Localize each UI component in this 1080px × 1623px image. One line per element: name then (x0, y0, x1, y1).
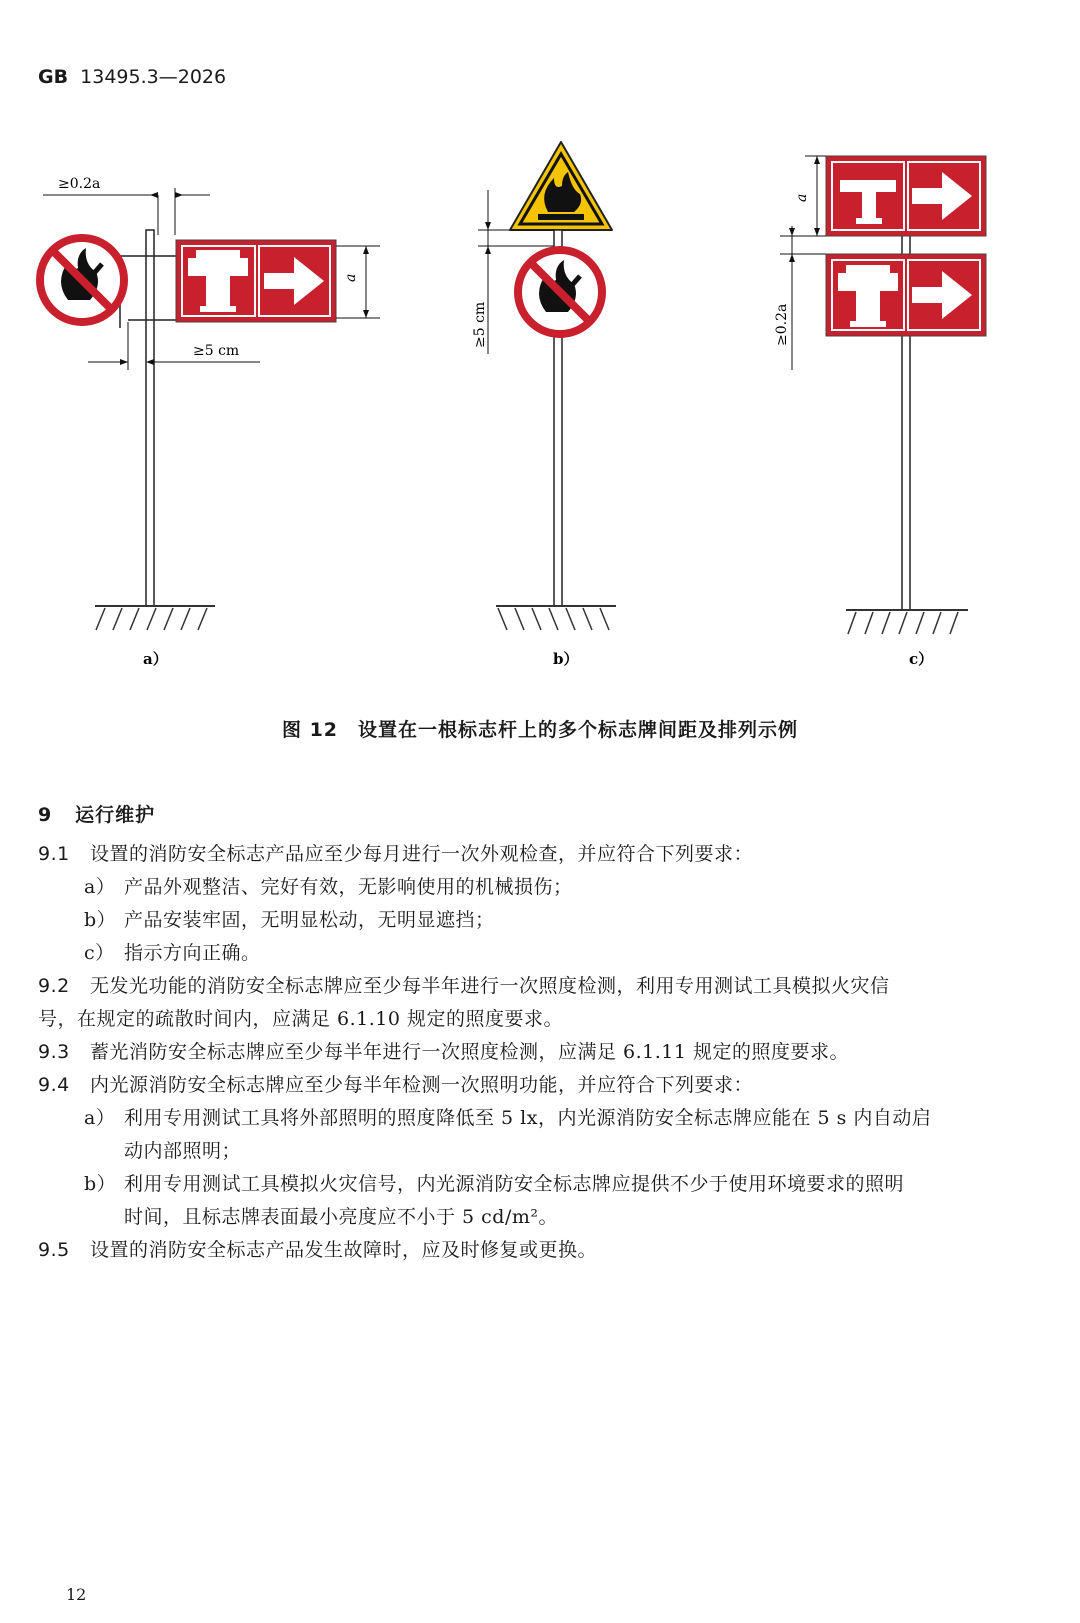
no-fire-sign-icon (518, 250, 602, 334)
clause-9-3: 9.3 蓄光消防安全标志牌应至少每半年进行一次照度检测，应满足 6.1.11 规定的照度要求。 (38, 1041, 850, 1063)
dim-b-gap: ≥5 cm (472, 301, 488, 348)
section-number: 9 (38, 804, 53, 826)
list-item: c） 指示方向正确。 (84, 942, 261, 964)
dim-c-height: a (794, 193, 810, 202)
dim-a-offset: ≥5 cm (193, 343, 240, 359)
figure-b (472, 142, 616, 668)
clause-9-2: 9.2 无发光功能的消防安全标志牌应至少每半年进行一次照度检测，利用专用测试工具模拟火灾信 (38, 975, 890, 997)
figure-12 (0, 130, 1080, 690)
clause-9-4: 9.4 内光源消防安全标志牌应至少每半年检测一次照明功能，并应符合下列要求： (38, 1074, 754, 1096)
dim-c-gap: ≥0.2a (774, 303, 790, 346)
subfigure-c-label: c） (909, 650, 934, 668)
clause-9-5: 9.5 设置的消防安全标志产品发生故障时，应及时修复或更换。 (38, 1239, 598, 1261)
figure-caption: 图 12 设置在一根标志杆上的多个标志牌间距及排列示例 (281, 719, 799, 741)
clause-9-1: 9.1 设置的消防安全标志产品应至少每月进行一次外观检查，并应符合下列要求： (38, 843, 754, 865)
subfigure-a-label: a） (143, 650, 168, 668)
clause-9-2-cont: 号，在规定的疏散时间内，应满足 6.1.10 规定的照度要求。 (38, 1008, 564, 1030)
list-item-cont: 动内部照明； (124, 1140, 242, 1162)
dim-a-gap: ≥0.2a (58, 176, 101, 192)
section-title: 运行维护 (75, 804, 156, 826)
section-heading (38, 800, 155, 827)
list-item: a） 利用专用测试工具将外部照明的照度降低至 5 lx，内光源消防安全标志牌应能在 5 s 内自动启 (84, 1107, 932, 1129)
section-body (38, 838, 1048, 1267)
list-item: b） 产品安装牢固，无明显松动，无明显遮挡； (84, 909, 495, 931)
header-code: 13495.3—2026 (80, 66, 227, 88)
figure-a (40, 176, 380, 668)
dim-a-height: a (343, 273, 359, 282)
list-item: b） 利用专用测试工具模拟火灾信号，内光源消防安全标志牌应提供不少于使用环境要求的照明 (84, 1173, 905, 1195)
figure-c (774, 156, 986, 668)
header-gb: GB (38, 66, 69, 88)
page-number: 12 (66, 1585, 87, 1604)
no-fire-sign-icon (40, 238, 124, 322)
document-header (38, 66, 226, 88)
subfigure-b-label: b） (553, 650, 579, 668)
list-item-cont: 时间，且标志牌表面最小亮度应不小于 5 cd/m²。 (124, 1206, 559, 1228)
list-item: a） 产品外观整洁、完好有效，无影响使用的机械损伤； (84, 876, 573, 898)
